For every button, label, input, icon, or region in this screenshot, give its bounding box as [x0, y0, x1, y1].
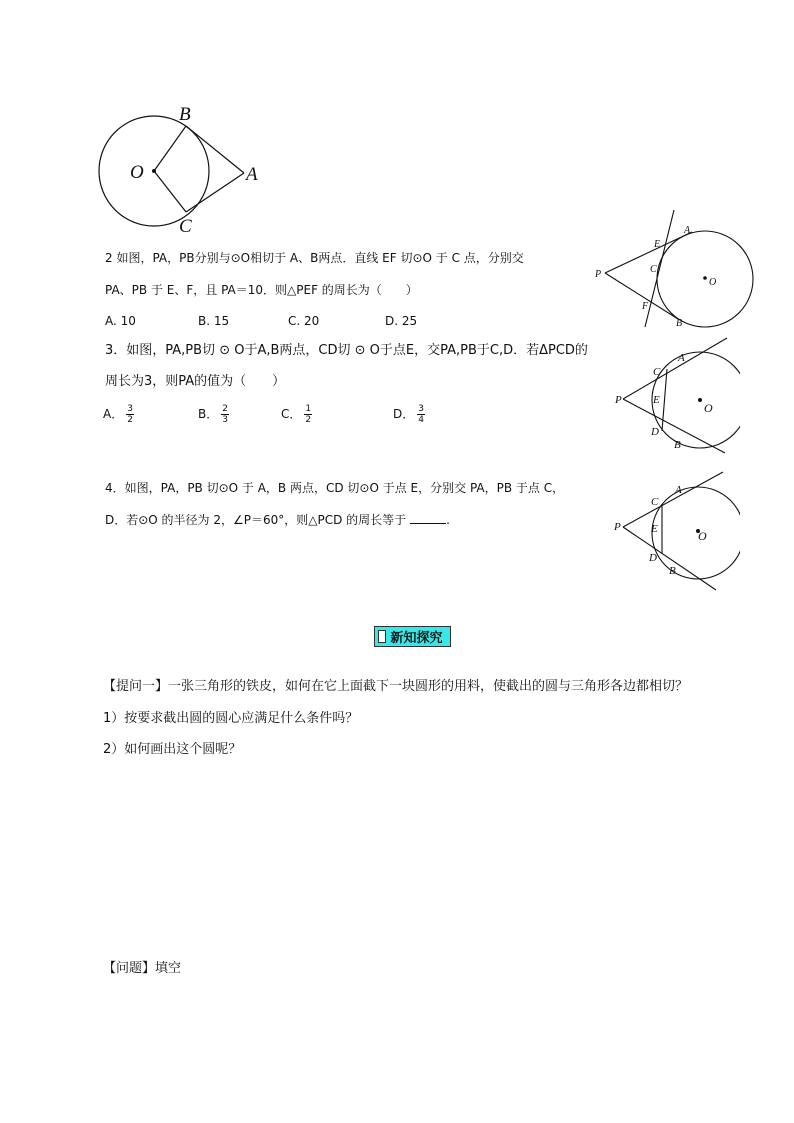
- question-1-sub-1: 1）按要求截出圆的圆心应满足什么条件吗？: [103, 711, 359, 726]
- q2-option-b[interactable]: B. 15: [198, 314, 230, 328]
- figure-2-tangent-diagram: [590, 205, 765, 335]
- svg-text:C: C: [651, 496, 659, 508]
- q3-option-b[interactable]: B． $\frac{2}{3}$: [198, 404, 228, 425]
- label-B: B: [179, 104, 191, 125]
- q4-answer-blank[interactable]: [410, 511, 446, 524]
- svg-text:O: O: [709, 277, 717, 288]
- q4-line-1: 4．如图，PA，PB 切⊙O 于 A，B 两点，CD 切⊙O 于点 E，分别交 PA，PB 于点 C，: [105, 481, 565, 495]
- figure-4-tangent-diagram: [605, 470, 740, 595]
- svg-text:B: B: [674, 439, 681, 451]
- svg-text:E: E: [653, 394, 660, 406]
- question-1-prompt: 【提问一】一张三角形的铁皮，如何在它上面截下一块圆形的用料，使截出的圆与三角形各边都相切？: [103, 679, 689, 694]
- q2-option-d[interactable]: D. 25: [385, 314, 418, 328]
- figure-3-tangent-diagram: [605, 335, 740, 460]
- q3-line-2: 周长为3，则PA的值为（ ）: [105, 374, 286, 389]
- label-A: A: [246, 164, 258, 185]
- q2-option-c[interactable]: C. 20: [288, 314, 320, 328]
- q4-line-2: D．若⊙O 的半径为 2，∠P＝60°，则△PCD 的周长等于 .: [105, 513, 450, 527]
- q3-option-d[interactable]: D． $\frac{3}{4}$: [393, 404, 424, 425]
- q2-line-2: PA、PB 于 E、F，且 PA＝10．则△PEF 的周长为（ ）: [105, 283, 418, 297]
- q3-option-c[interactable]: C． $\frac{1}{2}$: [281, 404, 312, 425]
- svg-text:D: D: [649, 552, 657, 564]
- label-C: C: [179, 216, 192, 237]
- q2-line-1: 2 如图，PA，PB分别与⊙O相切于 A、B两点．直线 EF 切⊙O 于 C 点，分别交: [105, 251, 524, 265]
- svg-text:B: B: [676, 318, 683, 329]
- svg-text:P: P: [615, 394, 622, 406]
- figure-1-circle-tangents: [95, 100, 265, 240]
- svg-text:E: E: [651, 523, 658, 535]
- svg-text:P: P: [614, 521, 621, 533]
- svg-text:C: C: [653, 366, 661, 378]
- section-heading-new-knowledge: 新知探究: [374, 626, 451, 647]
- svg-text:E: E: [654, 239, 661, 250]
- q2-option-a[interactable]: A. 10: [105, 314, 136, 328]
- svg-text:A: A: [684, 225, 691, 236]
- q3-line-1: 3．如图，PA,PB切 ⊙ O于A,B两点，CD切 ⊙ O于点E，交PA,PB于C,D．若ΔPCD的: [105, 343, 588, 358]
- q3-option-a[interactable]: A． $\frac{3}{2}$: [103, 404, 133, 425]
- svg-text:O: O: [698, 529, 707, 543]
- svg-text:B: B: [669, 565, 676, 577]
- svg-text:C: C: [650, 264, 657, 275]
- svg-text:F: F: [642, 301, 649, 312]
- svg-text:O: O: [704, 401, 713, 415]
- svg-text:P: P: [595, 269, 602, 280]
- svg-text:A: A: [678, 352, 685, 364]
- label-O: O: [130, 162, 144, 183]
- svg-text:D: D: [651, 426, 659, 438]
- problem-fill-in: 【问题】填空: [103, 961, 182, 976]
- question-1-sub-2: 2）如何画出这个圆呢？: [103, 742, 242, 757]
- svg-text:A: A: [675, 484, 682, 496]
